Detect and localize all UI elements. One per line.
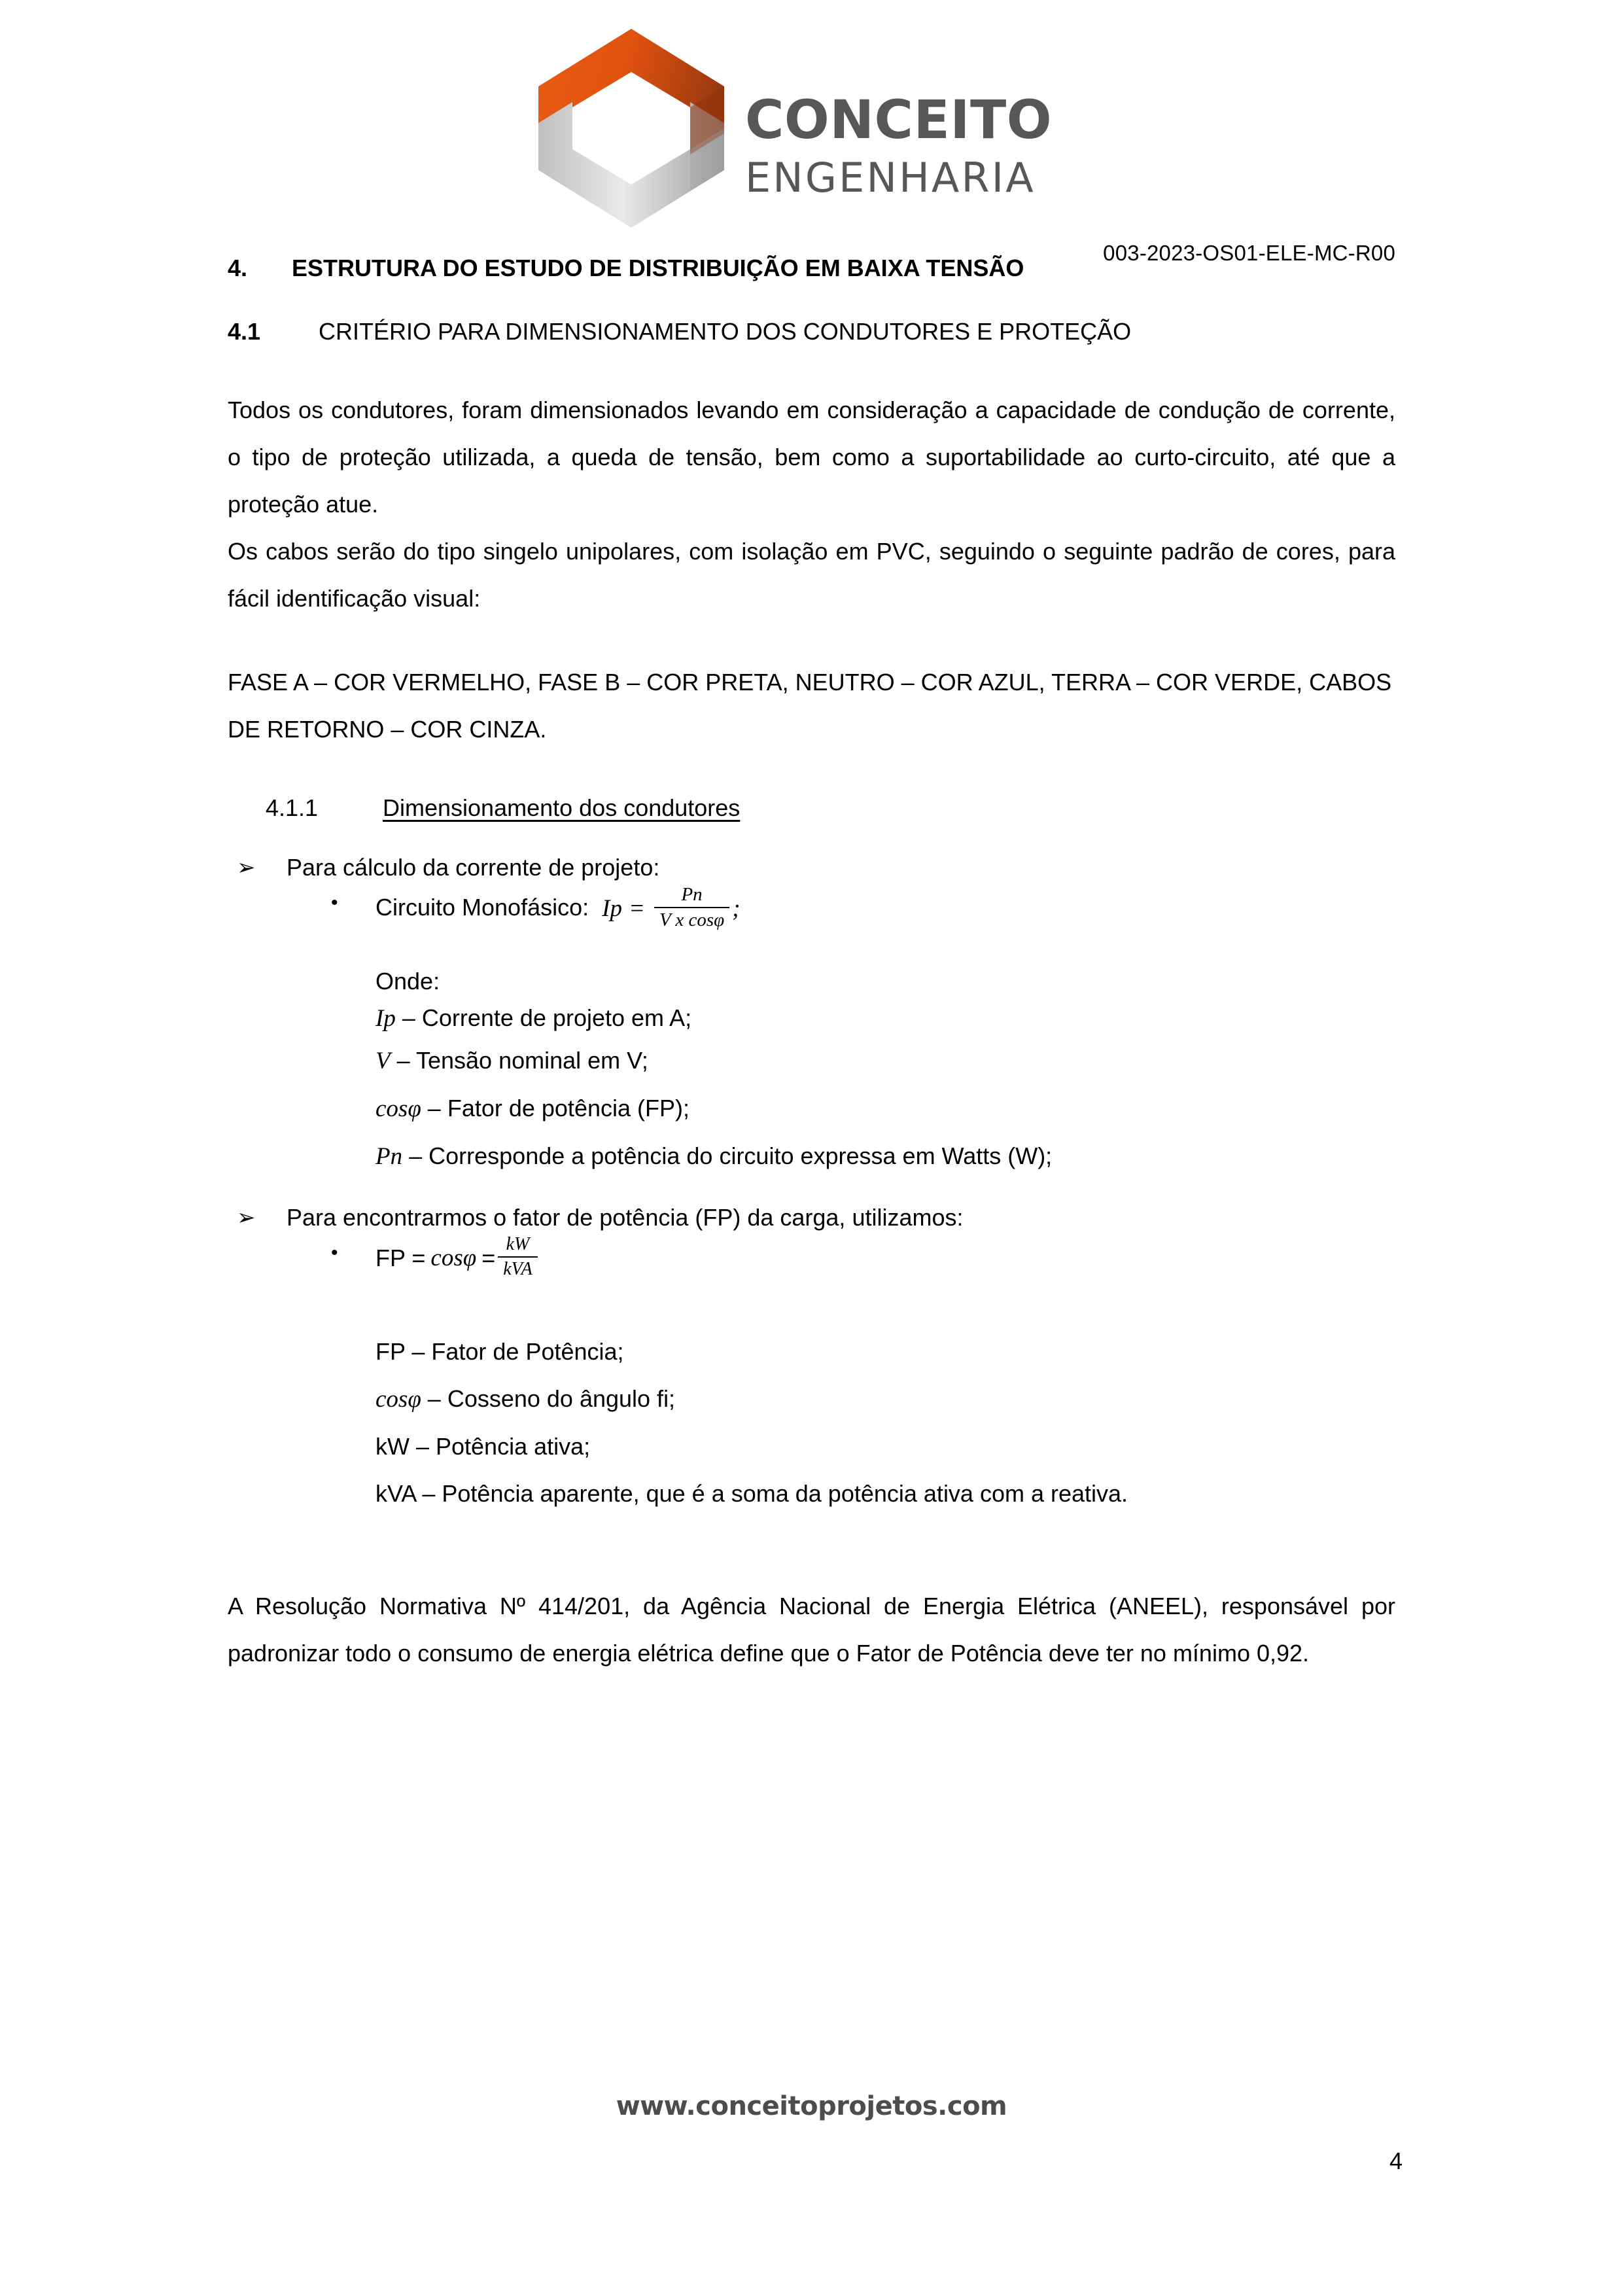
section-title: ESTRUTURA DO ESTUDO DE DISTRIBUIÇÃO EM BAIXA TENSÃO [292, 255, 1024, 281]
definition-pn [375, 1133, 1395, 1180]
list-item-label: Para encontrarmos o fator de potência (FP) da carga, utilizamos: [287, 1203, 964, 1231]
document-code: 003-2023-OS01-ELE-MC-R00 [1103, 241, 1395, 265]
logo-company-name: CONCEITO [744, 89, 1053, 151]
formula-ip-trailing: ; [732, 895, 741, 923]
fraction-bar [654, 907, 729, 908]
dot-bullet-icon: • [331, 892, 338, 913]
formula-fp-label: FP = [375, 1244, 426, 1271]
list-item-label: Para cálculo da corrente de projeto: [287, 854, 660, 881]
definition-cos2-symbol: cosφ [375, 1386, 421, 1413]
paragraph-color-code: FASE A – COR VERMELHO, FASE B – COR PRETA, NEUTRO – COR AZUL, TERRA – COR VERDE, CABOS DE RETORNO – COR CINZA. [228, 669, 1392, 743]
formula-label: Circuito Monofásico: [375, 893, 589, 921]
company-logo [0, 24, 1623, 233]
page-number: 4 [1389, 2147, 1403, 2174]
definition-v-symbol: V [375, 1047, 391, 1074]
formula-fp-fraction [498, 1234, 538, 1280]
definition-kw: kW – Potência ativa; [375, 1433, 591, 1460]
formula-fp-equals: = [481, 1244, 496, 1271]
list-item-single-phase-circuit [331, 885, 1395, 933]
formula-fp-lhs: cosφ [430, 1244, 477, 1271]
definition-pn-symbol: Pn [375, 1142, 403, 1170]
definition-kva: kVA – Potência aparente, que é a soma da potência ativa com a reativa. [375, 1480, 1128, 1508]
document-body [228, 256, 1395, 1677]
formula-ip-lhs: Ip [602, 895, 622, 923]
definition-fp: FP – Fator de Potência; [375, 1338, 624, 1366]
definition-v [375, 1037, 1395, 1085]
conceito-cube-icon [534, 24, 728, 233]
subsubsection-number: 4.1.1 [266, 794, 319, 821]
definition-cos-symbol: cosφ [375, 1095, 421, 1122]
definition-ip-symbol: Ip [375, 1004, 396, 1032]
formula-fp-numerator: kW [506, 1233, 530, 1254]
fraction-bar [498, 1256, 538, 1258]
formula-row [375, 885, 741, 933]
definition-pn-text: – Corresponde a potência do circuito expressa em Watts (W); [402, 1142, 1053, 1169]
formula-fp-denominator: kVA [503, 1258, 532, 1279]
definition-ip [375, 1000, 1395, 1037]
subsubsection-title: Dimensionamento dos condutores [383, 794, 741, 821]
definition-ip-text: – Corrente de projeto em A; [395, 1004, 692, 1031]
paragraph-conductors-intro: Todos os condutores, foram dimensionados levando em consideração a capacidade de condução de corrente, o tipo de proteção utilizada, a queda de tensão, bem como a suportabilidade ao curto-circuito, até que a proteção atue. [228, 397, 1395, 518]
definitions-fp [375, 1328, 1395, 1517]
paragraph-cable-type: Os cabos serão do tipo singelo unipolares, com isolação em PVC, seguindo o seguinte padrão de cores, para fácil identificação visual: [228, 538, 1395, 612]
definition-cos-text: – Fator de potência (FP); [421, 1094, 689, 1122]
section-heading-4-1 [228, 320, 1395, 344]
list-item-fp-formula [331, 1235, 1395, 1281]
formula-ip-numerator: Pn [681, 884, 703, 905]
section-heading-4-1-1 [266, 796, 1395, 820]
formula-ip-equals: = [628, 895, 645, 923]
footer-website-url: www.conceitoprojetos.com [616, 2091, 1007, 2121]
section-heading-4 [228, 256, 1395, 280]
logo-company-subtitle: ENGENHARIA [744, 153, 1036, 202]
arrow-bullet-icon: ➢ [237, 1204, 256, 1231]
paragraph-aneel-resolution: A Resolução Normativa Nº 414/201, da Agência Nacional de Energia Elétrica (ANEEL), responsável por padronizar todo o consumo de energia elétrica define que o Fator de Potência deve ter no mínimo 0,92. [228, 1593, 1395, 1667]
arrow-bullet-icon: ➢ [237, 855, 256, 881]
list-item-power-factor [237, 1200, 1395, 1235]
dot-bullet-icon: • [331, 1241, 338, 1263]
definition-cos2-text: – Cosseno do ângulo fi; [421, 1385, 676, 1413]
formula-ip [595, 885, 740, 933]
definition-cos [375, 1085, 1395, 1133]
formula-fp [375, 1235, 540, 1281]
formula-ip-denominator: V x cosφ [659, 910, 725, 931]
definition-onde-label: Onde: [375, 967, 440, 995]
definitions-ip [375, 963, 1395, 1180]
subsection-number: 4.1 [228, 318, 261, 345]
subsection-title: CRITÉRIO PARA DIMENSIONAMENTO DOS CONDUTORES E PROTEÇÃO [319, 318, 1132, 345]
list-item-current-calculation [237, 850, 1395, 885]
definition-cos2 [375, 1375, 1395, 1423]
section-number: 4. [228, 255, 248, 281]
formula-ip-fraction [654, 884, 729, 932]
definition-v-text: – Tensão nominal em V; [390, 1046, 648, 1074]
